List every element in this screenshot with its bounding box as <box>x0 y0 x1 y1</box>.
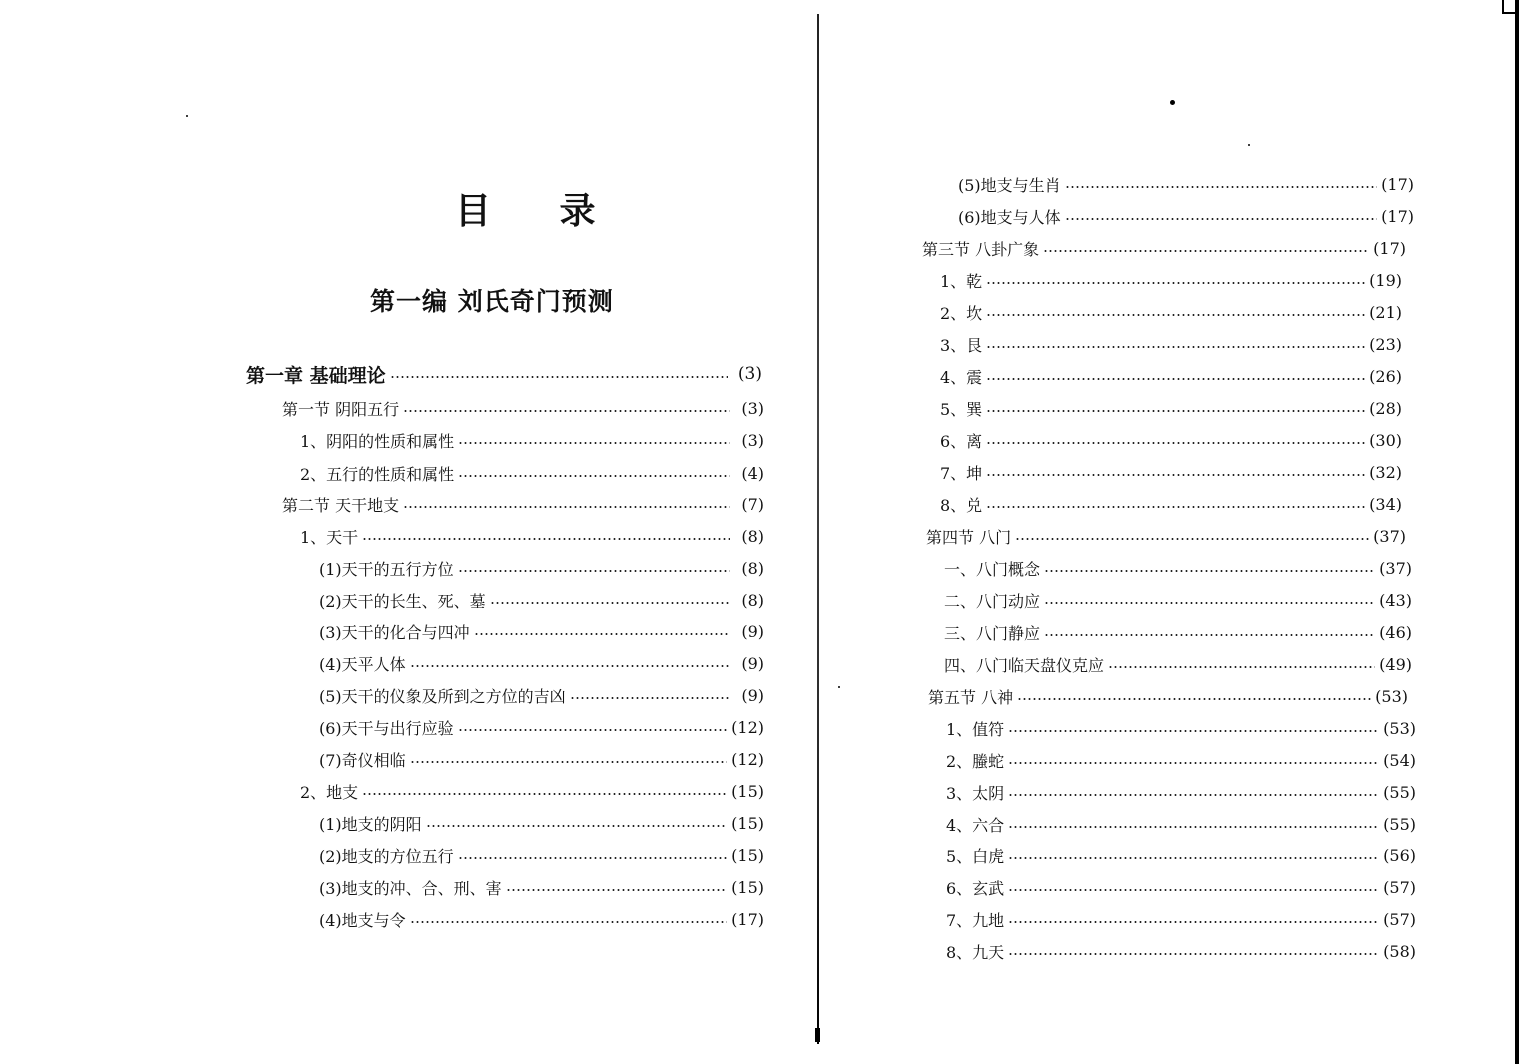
toc-entry <box>922 236 1406 260</box>
toc-entry <box>946 875 1416 899</box>
toc-entry-title: 5、白虎 <box>946 846 1005 866</box>
toc-entry-page: (7) <box>741 494 764 514</box>
dot-leader <box>1044 634 1375 636</box>
dot-leader <box>1065 218 1377 220</box>
dot-leader <box>362 793 727 795</box>
toc-entry <box>940 460 1402 484</box>
toc-entry-title: 2、螣蛇 <box>946 751 1005 771</box>
toc-entry-title: 8、九天 <box>946 942 1005 962</box>
toc-entry <box>319 619 764 643</box>
dot-leader <box>1008 730 1379 732</box>
toc-entry-title: (4)地支与令 <box>319 910 406 930</box>
dot-leader <box>986 442 1365 444</box>
toc-entry-title: 2、五行的性质和属性 <box>300 464 455 484</box>
toc-entry-page: (21) <box>1369 302 1402 322</box>
toc-entry <box>926 524 1406 548</box>
toc-entry-title: 3、太阴 <box>946 783 1005 803</box>
toc-entry-title: (2)天干的长生、死、墓 <box>319 591 486 611</box>
toc-entry-page: (4) <box>741 463 764 483</box>
toc-entry-title: 1、天干 <box>300 527 359 547</box>
toc-entry-title: (3)地支的冲、合、刑、害 <box>319 878 502 898</box>
toc-entry-title: 1、值符 <box>946 719 1005 739</box>
dot-leader <box>458 475 730 477</box>
toc-entry-page: (19) <box>1369 270 1402 290</box>
dot-leader <box>410 921 727 923</box>
toc-entry-page: (30) <box>1369 430 1402 450</box>
toc-entry-page: (9) <box>741 621 764 641</box>
toc-entry <box>300 461 764 485</box>
toc-entry-title: 四、八门临天盘仪克应 <box>944 655 1105 675</box>
dot-leader <box>986 410 1365 412</box>
dot-leader <box>410 761 727 763</box>
dot-leader <box>1017 698 1371 700</box>
toc-entry <box>300 779 764 803</box>
toc-entry-title: 第三节 八卦广象 <box>922 239 1040 259</box>
dot-leader <box>474 633 730 635</box>
dot-leader <box>458 729 727 731</box>
toc-entry-title: 7、坤 <box>940 463 983 483</box>
toc-entry <box>319 683 764 707</box>
dot-leader <box>1065 186 1377 188</box>
toc-entry-page: (57) <box>1383 909 1416 929</box>
toc-entry-page: (53) <box>1383 718 1416 738</box>
toc-entry-title: (3)天干的化合与四冲 <box>319 622 470 642</box>
toc-entry-title: 5、巽 <box>940 399 983 419</box>
toc-entry-page: (8) <box>741 558 764 578</box>
toc-entry-title: 第一节 阴阳五行 <box>282 399 400 419</box>
toc-entry <box>319 843 764 867</box>
toc-entry-page: (56) <box>1383 845 1416 865</box>
toc-entry-page: (3) <box>741 430 764 450</box>
toc-entry-title: 4、震 <box>940 367 983 387</box>
dot-leader <box>426 825 727 827</box>
toc-entry <box>946 812 1416 836</box>
toc-entry <box>946 939 1416 963</box>
toc-entry-title: 三、八门静应 <box>944 623 1041 643</box>
toc-entry-page: (9) <box>741 685 764 705</box>
toc-entry <box>946 780 1416 804</box>
toc-entry-page: (43) <box>1379 590 1412 610</box>
toc-entry <box>946 843 1416 867</box>
toc-entry-title: (1)地支的阴阳 <box>319 814 422 834</box>
scan-speck <box>1170 100 1175 105</box>
toc-entry <box>319 556 764 580</box>
toc-entry <box>946 716 1416 740</box>
dot-leader <box>403 506 730 508</box>
toc-entry-title: 第四节 八门 <box>926 527 1012 547</box>
toc-entry <box>940 268 1402 292</box>
dot-leader <box>458 857 727 859</box>
toc-entry-page: (55) <box>1383 782 1416 802</box>
toc-entry <box>282 396 764 420</box>
toc-entry-title: (5)天干的仪象及所到之方位的吉凶 <box>319 686 566 706</box>
toc-entry <box>300 428 764 452</box>
book-spine <box>817 14 819 1044</box>
scan-speck <box>186 115 188 117</box>
toc-entry-page: (17) <box>1373 238 1406 258</box>
toc-entry-page: (15) <box>731 781 764 801</box>
toc-entry-page: (3) <box>741 398 764 418</box>
dot-leader <box>1008 762 1379 764</box>
toc-entry-title: 6、离 <box>940 431 983 451</box>
dot-leader <box>362 538 730 540</box>
toc-entry-page: (37) <box>1373 526 1406 546</box>
toc-entry-title: 7、九地 <box>946 910 1005 930</box>
dot-leader <box>403 410 730 412</box>
toc-entry-page: (37) <box>1379 558 1412 578</box>
toc-entry-page: (57) <box>1383 877 1416 897</box>
toc-entry-page: (15) <box>731 877 764 897</box>
toc-entry-title: (6)地支与人体 <box>958 207 1061 227</box>
toc-entry-title: 二、八门动应 <box>944 591 1041 611</box>
toc-chapter-entry <box>246 362 762 386</box>
toc-entry <box>940 300 1402 324</box>
toc-entry-title: 1、阴阳的性质和属性 <box>300 431 455 451</box>
dot-leader <box>1044 570 1375 572</box>
toc-entry <box>940 332 1402 356</box>
toc-title: 目 录 <box>455 191 624 232</box>
dot-leader <box>458 570 730 572</box>
dot-leader <box>1044 602 1375 604</box>
toc-entry-page: (8) <box>741 526 764 546</box>
dot-leader <box>410 665 730 667</box>
toc-entry-page: (32) <box>1369 462 1402 482</box>
toc-entry-title: 2、坎 <box>940 303 983 323</box>
toc-entry-page: (26) <box>1369 366 1402 386</box>
scan-corner <box>1502 0 1519 14</box>
dot-leader <box>986 314 1365 316</box>
scan-edge <box>1515 0 1519 1064</box>
dot-leader <box>1008 794 1379 796</box>
toc-entry-page: (12) <box>731 717 764 737</box>
dot-leader <box>986 346 1365 348</box>
dot-leader <box>986 474 1365 476</box>
dot-leader <box>986 282 1365 284</box>
toc-entry <box>940 492 1402 516</box>
dot-leader <box>1008 826 1379 828</box>
toc-entry <box>940 428 1402 452</box>
toc-entry-title: 第二节 天干地支 <box>282 495 400 515</box>
toc-entry <box>319 715 764 739</box>
toc-entry <box>944 556 1412 580</box>
dot-leader <box>1008 921 1379 923</box>
toc-entry-title: 3、艮 <box>940 335 983 355</box>
toc-entry-page: (12) <box>731 749 764 769</box>
toc-entry-page: (15) <box>731 845 764 865</box>
dot-leader <box>986 506 1365 508</box>
toc-entry-title: 2、地支 <box>300 782 359 802</box>
toc-entry-title: 6、玄武 <box>946 878 1005 898</box>
dot-leader <box>1008 889 1379 891</box>
toc-entry-title: 第五节 八神 <box>928 687 1014 707</box>
toc-entry <box>940 396 1402 420</box>
dot-leader <box>1015 538 1369 540</box>
toc-entry-page: (53) <box>1375 686 1408 706</box>
toc-entry <box>300 524 764 548</box>
dot-leader <box>1008 953 1379 955</box>
spine-mark <box>815 1028 820 1042</box>
toc-entry <box>319 907 764 931</box>
dot-leader <box>390 376 728 378</box>
toc-entry-page: (58) <box>1383 941 1416 961</box>
toc-entry <box>944 652 1412 676</box>
dot-leader <box>1008 857 1379 859</box>
toc-entry-title: (5)地支与生肖 <box>958 175 1061 195</box>
toc-entry-page: (17) <box>731 909 764 929</box>
toc-entry-title: (7)奇仪相临 <box>319 750 406 770</box>
toc-entry-page: (3) <box>737 364 762 384</box>
toc-entry <box>944 620 1412 644</box>
toc-entry-title: 1、乾 <box>940 271 983 291</box>
toc-entry-title: (1)天干的五行方位 <box>319 559 454 579</box>
toc-entry <box>319 811 764 835</box>
scan-speck <box>1248 144 1250 146</box>
toc-entry-title: (6)天干与出行应验 <box>319 718 454 738</box>
toc-entry-page: (54) <box>1383 750 1416 770</box>
part-title: 第一编 刘氏奇门预测 <box>370 287 614 316</box>
toc-entry-page: (15) <box>731 813 764 833</box>
toc-entry <box>958 204 1414 228</box>
dot-leader <box>506 889 727 891</box>
dot-leader <box>570 697 730 699</box>
toc-entry-page: (17) <box>1381 174 1414 194</box>
toc-entry-page: (9) <box>741 653 764 673</box>
toc-entry-page: (49) <box>1379 654 1412 674</box>
toc-entry-page: (23) <box>1369 334 1402 354</box>
scan-speck <box>838 686 840 688</box>
dot-leader <box>986 378 1365 380</box>
toc-entry <box>946 748 1416 772</box>
dot-leader <box>490 602 730 604</box>
toc-entry <box>282 492 764 516</box>
toc-entry <box>940 364 1402 388</box>
toc-entry-page: (17) <box>1381 206 1414 226</box>
toc-entry <box>946 907 1416 931</box>
toc-entry <box>319 651 764 675</box>
toc-entry <box>944 588 1412 612</box>
toc-entry-page: (46) <box>1379 622 1412 642</box>
toc-entry <box>319 747 764 771</box>
dot-leader <box>458 442 730 444</box>
toc-entry-title: (4)天平人体 <box>319 654 406 674</box>
toc-entry-title: (2)地支的方位五行 <box>319 846 454 866</box>
toc-entry-title: 4、六合 <box>946 815 1005 835</box>
toc-entry-title: 8、兑 <box>940 495 983 515</box>
toc-entry-page: (8) <box>741 590 764 610</box>
toc-entry-page: (34) <box>1369 494 1402 514</box>
right-page <box>822 0 1519 1064</box>
dot-leader <box>1108 666 1375 668</box>
toc-entry-title: 一、八门概念 <box>944 559 1041 579</box>
toc-entry-page: (55) <box>1383 814 1416 834</box>
toc-entry <box>319 875 764 899</box>
toc-entry <box>958 172 1414 196</box>
toc-entry <box>319 588 764 612</box>
toc-entry <box>928 684 1408 708</box>
dot-leader <box>1043 250 1369 252</box>
toc-entry-page: (28) <box>1369 398 1402 418</box>
toc-entry-title: 第一章 基础理论 <box>246 364 386 387</box>
